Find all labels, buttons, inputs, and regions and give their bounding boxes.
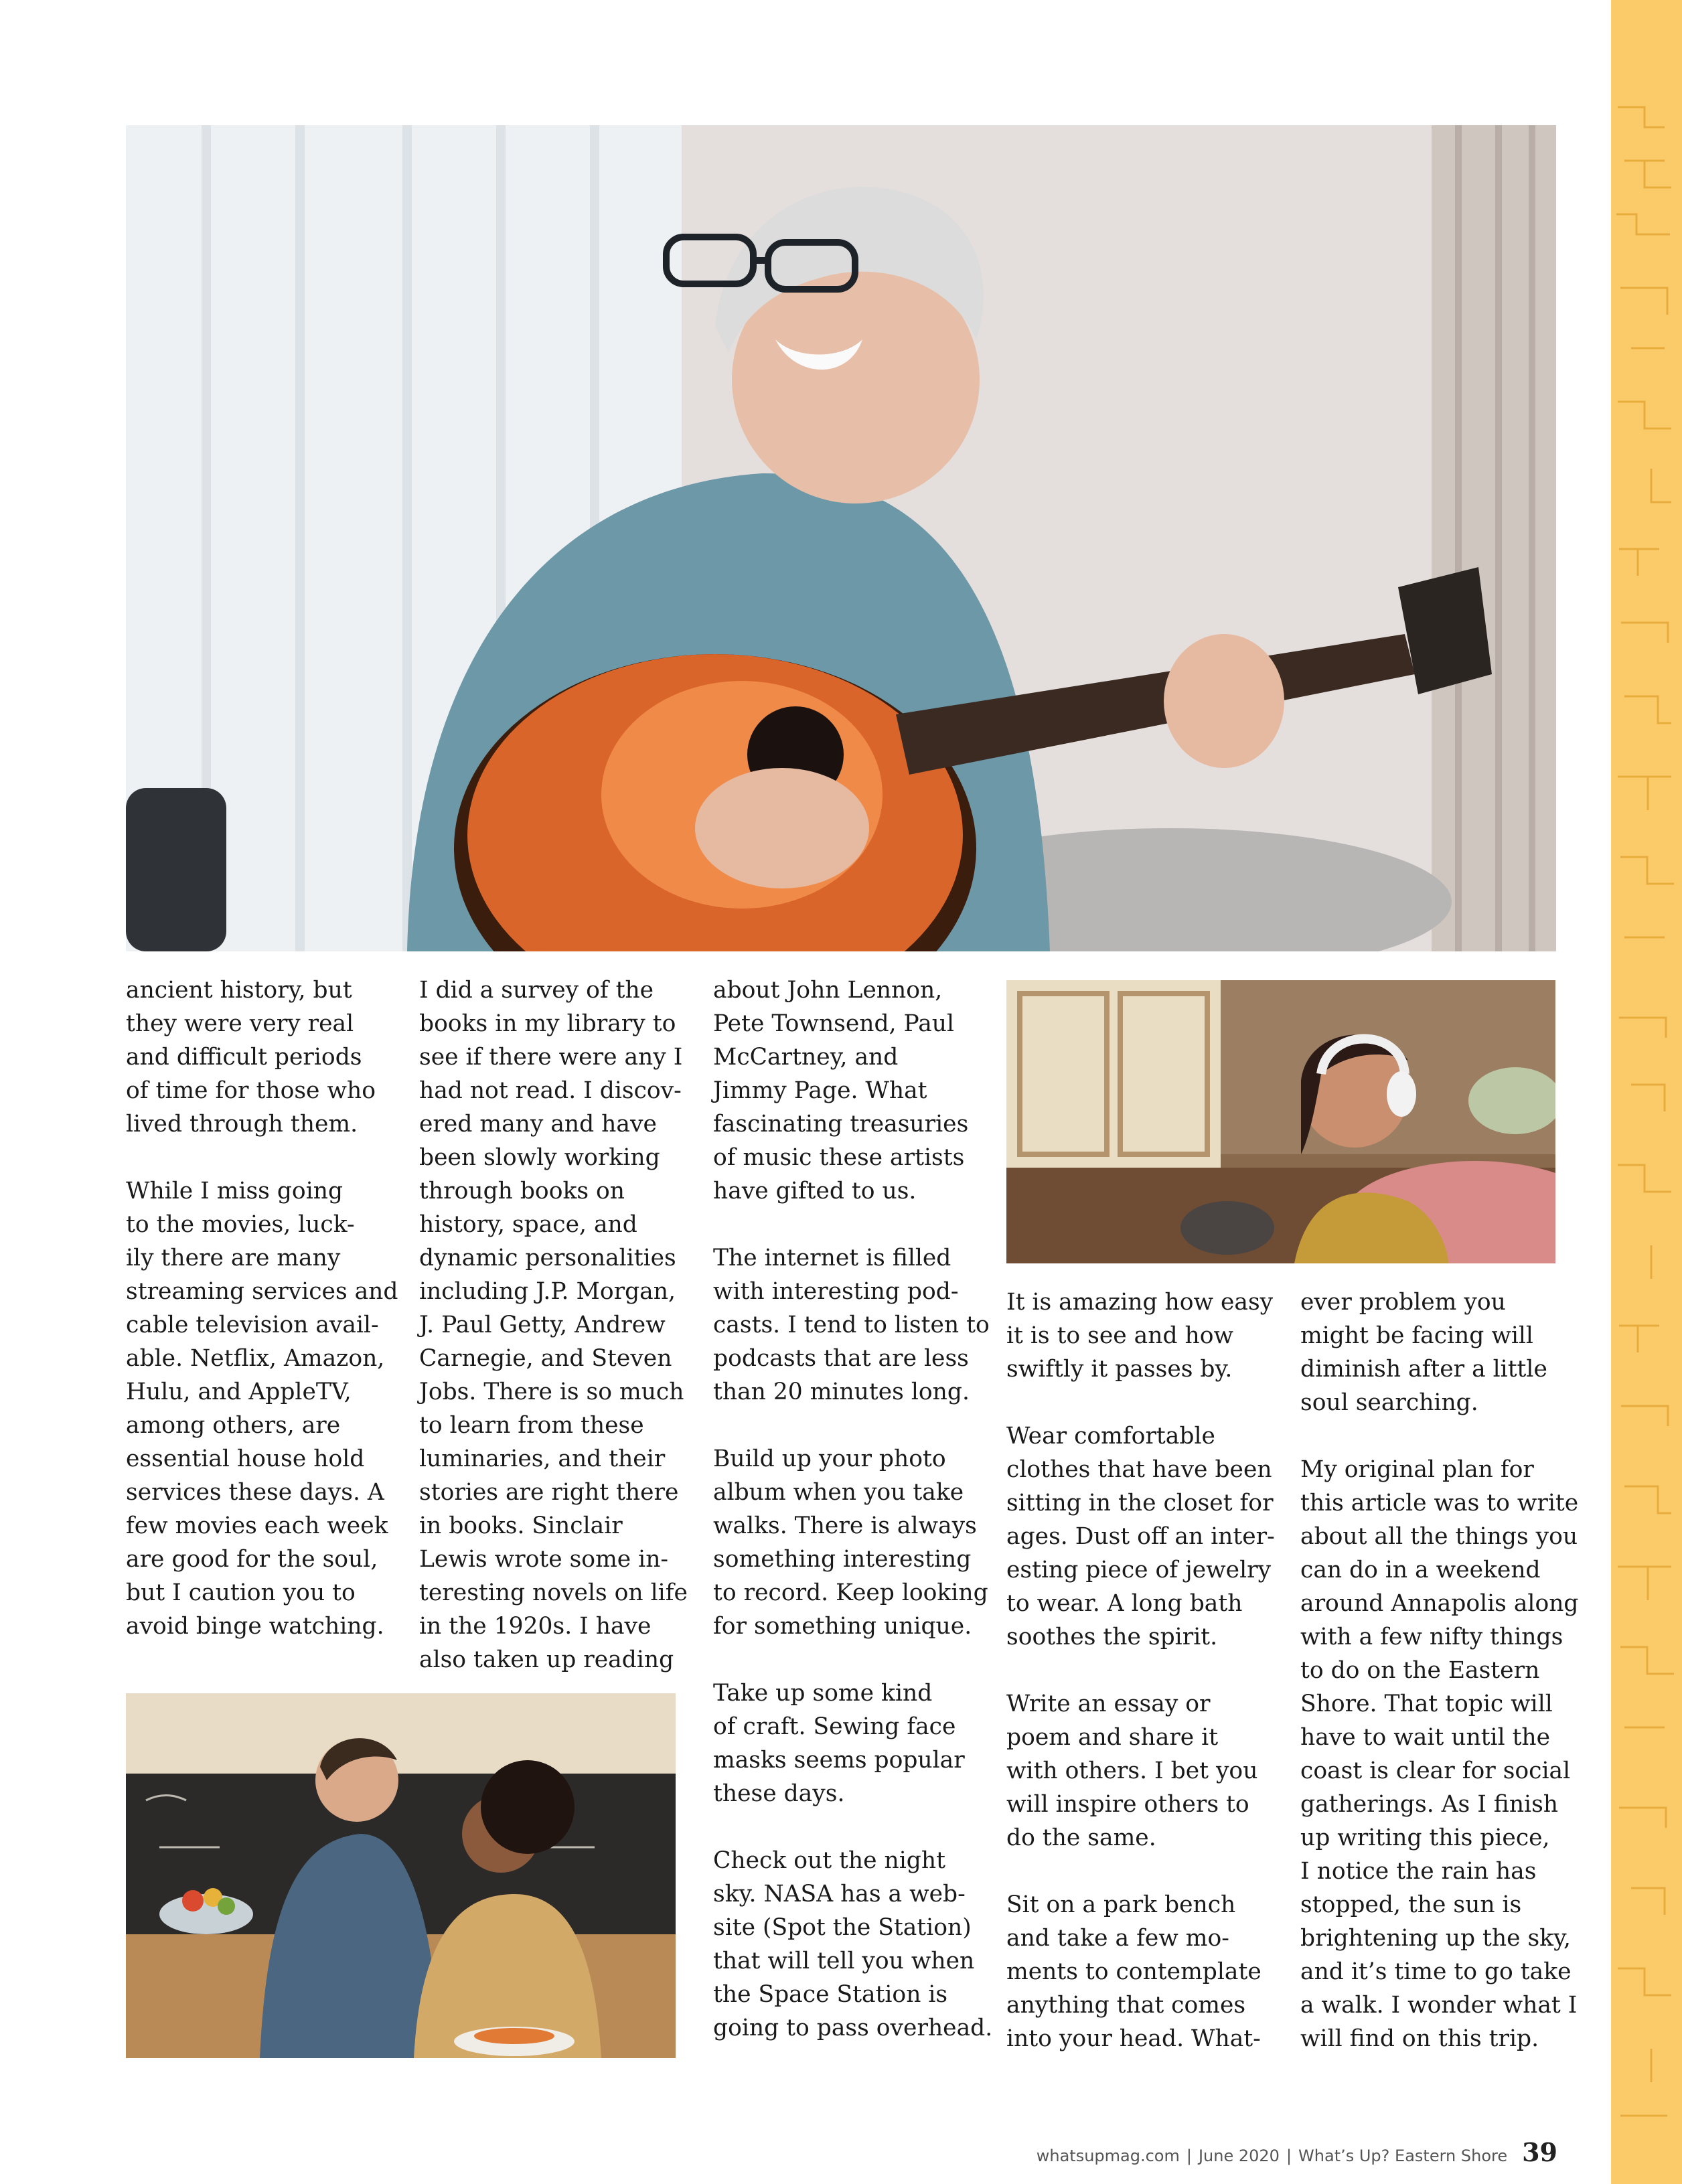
text-column-1 xyxy=(126,973,398,1643)
text-column-4 xyxy=(1006,1285,1275,2055)
woman-with-headphones-and-cat-photo xyxy=(1006,980,1555,1263)
couple-cooking-in-kitchen-photo xyxy=(126,1693,676,2058)
woman-playing-guitar-photo xyxy=(126,125,1556,951)
paragraph: Write an essay or poem and share it with others. I bet you will inspire others to do the same. xyxy=(1006,1691,1258,1851)
page-number: 39 xyxy=(1522,2137,1557,2167)
doodle-pattern-icon xyxy=(1611,0,1682,2184)
paragraph: ancient history, but they were very real and difficult periods of time for those who lived through them. xyxy=(126,977,376,1138)
paragraph: Take up some kind of craft. Sewing face masks seems popular these days. xyxy=(713,1680,965,1807)
footer-separator: | xyxy=(1286,2147,1292,2165)
text-column-5 xyxy=(1300,1285,1579,2055)
footer-publication: What’s Up? Eastern Shore xyxy=(1298,2147,1508,2165)
footer-date: June 2020 xyxy=(1198,2147,1280,2165)
paragraph: I did a survey of the books in my library to see if there were any I had not read. I discov- ered many and have been slowly working through books on history, space, and dynamic personalities including J.P. Morgan, J. Paul Getty, Andrew Carnegie, and Steven Jobs. There is so much to learn from these luminaries, and their stories are right there in books. Sinclair Lewis wrote some in- teresting novels on life in the 1920s. I have also taken up reading xyxy=(419,977,688,1673)
paragraph: The internet is filled with interesting pod- casts. I tend to listen to podcasts that are less than 20 minutes long. xyxy=(713,1245,990,1405)
text-column-3 xyxy=(713,973,992,2045)
paragraph: Build up your photo album when you take walks. There is always something interesting to record. Keep looking for something unique. xyxy=(713,1446,988,1640)
paragraph: It is amazing how easy it is to see and how swiftly it passes by. xyxy=(1006,1289,1274,1383)
page-footer xyxy=(1037,2137,1557,2175)
footer-separator: | xyxy=(1186,2147,1192,2165)
accent-stripe xyxy=(1611,0,1682,2184)
paragraph: While I miss going to the movies, luck- ily there are many streaming services and cable television avail- able. Netflix, Amazon, Hulu, and AppleTV, among others, are essential house hold services these days. A few movies each week are good for the soul, but I caution you to avoid binge watching. xyxy=(126,1178,398,1640)
bottom-left-photo xyxy=(126,1693,676,2058)
right-photo xyxy=(1006,980,1555,1263)
paragraph: Check out the night sky. NASA has a web- site (Spot the Station) that will tell you when the Space Station is going to pass overhead. xyxy=(713,1847,993,2041)
paragraph: Wear comfortable clothes that have been sitting in the closet for ages. Dust off an inter- esting piece of jewelry to wear. A long bath soothes the spirit. xyxy=(1006,1423,1275,1650)
paragraph: Sit on a park bench and take a few mo- ments to contemplate anything that comes into your head. What- xyxy=(1006,1891,1262,2052)
paragraph: about John Lennon, Pete Townsend, Paul McCartney, and Jimmy Page. What fascinating treasuries of music these artists have gifted to us. xyxy=(713,977,969,1204)
paragraph: ever problem you might be facing will diminish after a little soul searching. xyxy=(1300,1289,1547,1416)
main-photo xyxy=(126,125,1556,951)
paragraph: My original plan for this article was to write about all the things you can do in a weekend around Annapolis along with a few nifty things to do on the Eastern Shore. That topic will have to wait until the coast is clear for social gatherings. As I finish up writing this piece, I notice the rain has stopped, the sun is brightening up the sky, and it’s time to go take a walk. I wonder what I will find on this trip. xyxy=(1300,1456,1579,2052)
text-column-2 xyxy=(419,973,688,1676)
footer-site: whatsupmag.com xyxy=(1036,2147,1180,2165)
